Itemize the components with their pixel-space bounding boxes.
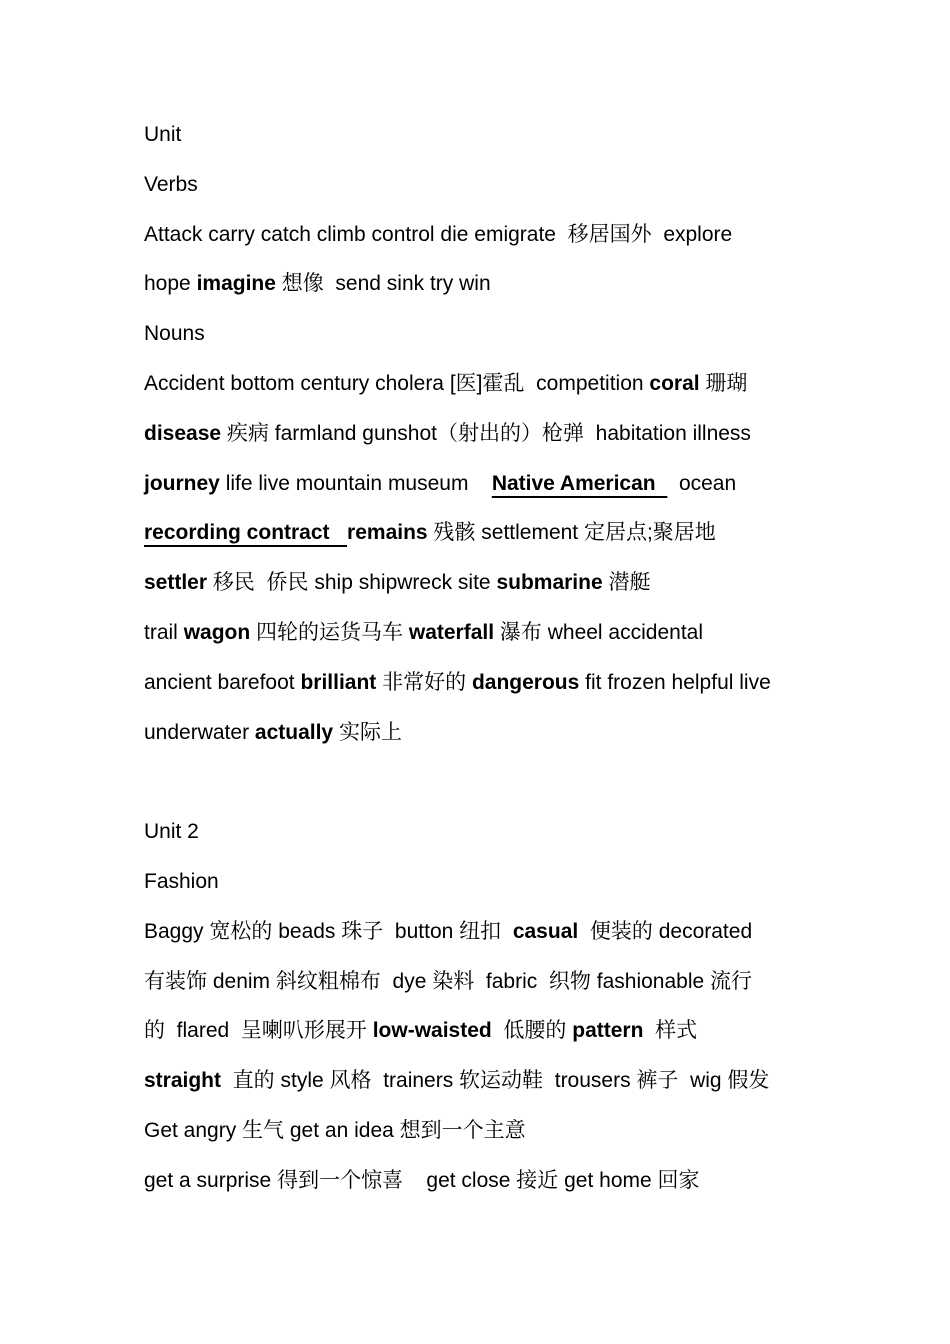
bold-term: straight [144,1069,222,1093]
bold-term: disease [144,421,222,445]
vocab-line [144,957,824,1007]
bold-term: actually [254,720,334,744]
fashion-list [144,907,824,1206]
vocab-line [144,1156,824,1206]
text-segment: Get angry 生气 get an idea 想到一个主意 [144,1118,526,1142]
bold-term: casual [512,919,579,943]
text-segment: 便装的 decorated [578,919,753,943]
text-segment: underwater [144,720,255,744]
bold-term: coral [649,371,700,395]
text-segment: hope [144,272,197,296]
vocab-line [144,508,824,558]
vocab-line [144,1006,824,1056]
bold-term: pattern [572,1019,644,1043]
text-segment: Attack carry catch climb control die emigrate 移居国外 explore [144,222,733,246]
verbs-list [144,210,824,310]
vocab-line [144,409,824,459]
vocab-line [144,708,824,758]
vocab-line [144,907,824,957]
bold-term: waterfall [408,620,495,644]
text-segment: ancient barefoot [144,670,301,694]
text-segment: get a surprise 得到一个惊喜 get close 接近 get home 回家 [144,1168,700,1192]
text-segment: Accident bottom century cholera [医]霍乱 competition [144,371,650,395]
vocab-line [144,658,824,708]
text-segment: 有装饰 denim 斜纹粗棉布 dye 染料 fabric 织物 fashionable 流行 [144,969,753,993]
text-segment: trail [144,620,184,644]
text-segment: 低腰的 [491,1019,573,1043]
unit2-heading: Unit 2 [144,820,199,844]
vocab-line [144,459,824,509]
bold-term: low-waisted [372,1019,492,1043]
bold-term: dangerous [471,670,580,694]
text-segment: ocean [667,471,737,495]
vocab-line [144,359,824,409]
vocab-line [144,1056,824,1106]
text-segment: 移民 侨民 ship shipwreck site [207,571,497,595]
text-segment: fit frozen helpful live [579,670,771,694]
underlined-term: Native American [491,471,668,495]
unit1-heading: Unit [144,123,182,146]
text-segment: life live mountain museum [219,471,492,495]
bold-term: remains [347,521,428,545]
text-segment: 潜艇 [602,571,651,595]
vocabulary-document [144,110,824,1206]
text-segment: 珊瑚 [699,371,748,395]
text-segment: 实际上 [333,720,402,744]
underlined-term: recording contract [144,521,348,545]
bold-term: journey [144,471,220,495]
section-spacer [144,757,824,807]
bold-term: submarine [496,571,603,595]
text-segment: 的 flared 呈喇叭形展开 [144,1019,373,1043]
text-segment: 样式 [643,1019,698,1043]
vocab-line [144,1106,824,1156]
nouns-label: Nouns [144,322,205,346]
vocab-line [144,558,824,608]
bold-term: imagine [196,272,276,296]
text-segment: 非常好的 [376,670,472,694]
text-segment: 疾病 farmland gunshot（射出的）枪弹 habitation illness [221,421,751,445]
bold-term: settler [144,571,208,595]
text-segment: 残骸 settlement 定居点;聚居地 [427,521,716,545]
fashion-label: Fashion [144,869,219,893]
text-segment: 四轮的运货马车 [250,620,409,644]
bold-term: wagon [183,620,251,644]
text-segment: 想像 send sink try win [275,272,491,296]
verbs-label: Verbs [144,172,198,196]
vocab-line [144,608,824,658]
vocab-line [144,210,824,260]
bold-term: brilliant [300,670,377,694]
text-segment: 瀑布 wheel accidental [494,620,703,644]
vocab-line [144,259,824,309]
nouns-list [144,359,824,757]
text-segment: 直的 style 风格 trainers 软运动鞋 trousers 裤子 wig 假发 [221,1069,770,1093]
text-segment: Baggy 宽松的 beads 珠子 button 纽扣 [144,919,513,943]
